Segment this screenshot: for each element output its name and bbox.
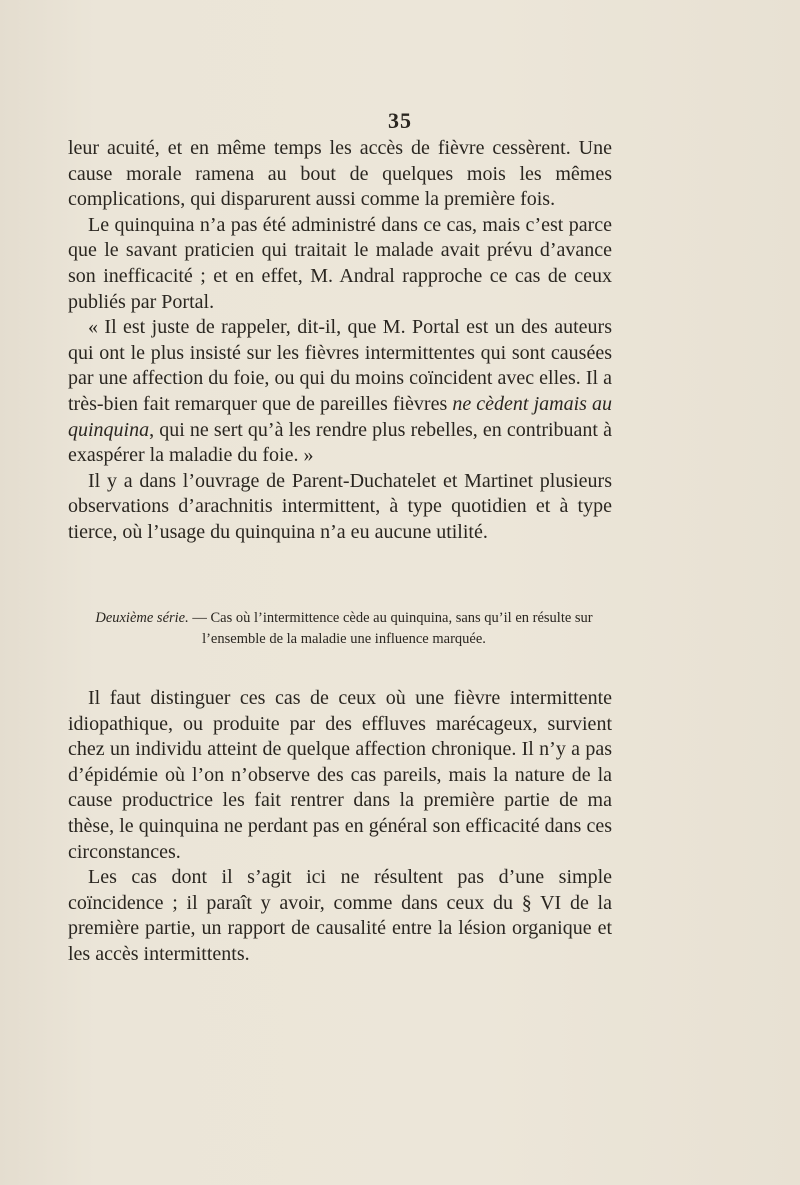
- section-label: Deuxième série.: [95, 610, 189, 626]
- paragraph: Il faut distinguer ces cas de ceux où une fièvre intermittente idiopathique, ou produite par des effluves marécageux, survient chez un individu atteint de quelque affection chronique. Il n’y a pas d’épidémie où l’on n’observe des cas pareils, mais la nature de la cause productrice les fait rentrer dans la première partie de ma thèse, le quinquina ne perdant pas en général son efficacité dans ces circonstances.: [68, 687, 612, 863]
- section-heading: [76, 608, 612, 650]
- text-block-bottom: [68, 686, 612, 968]
- paragraph: leur acuité, et en même temps les accès de fièvre cessèrent. Une cause morale ramena au bout de quelques mois les mêmes complications, qui disparurent aussi comme la première fois.: [68, 137, 612, 211]
- text-run: , qui ne sert qu’à les rendre plus rebelles, en contribuant à exaspérer la maladie du foie. »: [68, 418, 612, 467]
- section-description: — Cas où l’intermittence cède au quinquina, sans qu’il en résulte sur l’ensemble de la maladie une influence marquée.: [188, 610, 593, 647]
- quotation-paragraph: [68, 315, 612, 469]
- page-number: 35: [388, 108, 412, 133]
- text-run: « Il est juste de rappeler, dit-il, que M. Portal est un des auteurs qui ont le plus insisté sur les fièvres intermittentes qui sont causées par une affection du foie, ou qui du moins coïncident avec elles. Il a très-bien fait remarquer que de pareilles fièvres: [68, 316, 612, 415]
- paragraph: Les cas dont il s’agit ici ne résultent pas d’une simple coïncidence ; il paraît y avoir, comme dans ceux du § VI de la première partie, un rapport de causalité entre la lésion organique et les accès intermittents.: [68, 866, 612, 965]
- paragraph: Le quinquina n’a pas été administré dans ce cas, mais c’est parce que le savant praticien qui traitait le malade avait prévu d’avance son inefficacité ; et en effet, M. Andral rapproche ce cas de ceux publiés par Portal.: [68, 213, 612, 313]
- paragraph: Il y a dans l’ouvrage de Parent-Duchatelet et Martinet plusieurs observations d’arachnitis intermittent, à type quotidien et à type tierce, où l’usage du quinquina n’a eu aucune utilité.: [68, 469, 612, 543]
- italic-run: ne cèdent jamais au quinquina: [68, 392, 612, 441]
- text-block-top: [68, 136, 612, 546]
